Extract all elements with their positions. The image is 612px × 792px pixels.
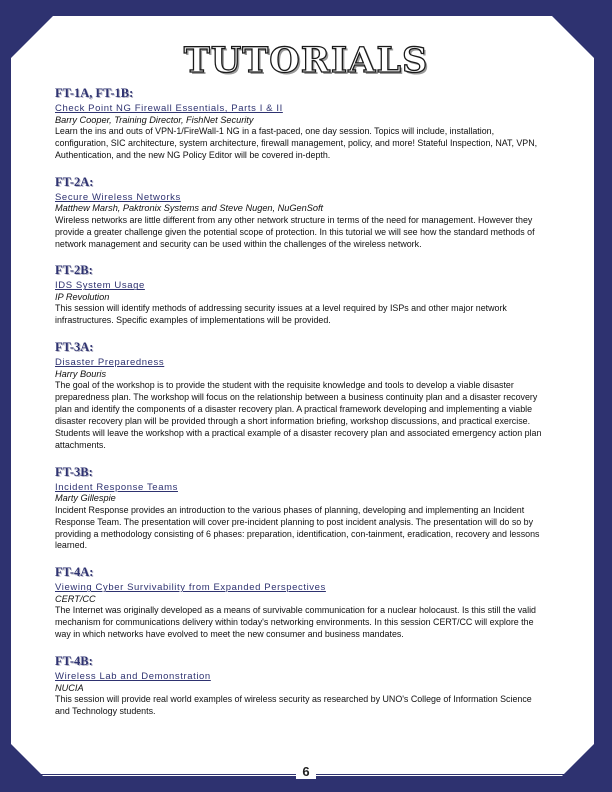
session-description: This session will identify methods of addressing security issues at a level required by ISPs and other major network infrastructures. Specific examples of implementations will be provided. (55, 303, 507, 326)
page-number-label: 6 (296, 764, 315, 779)
session-description: The goal of the workshop is to provide the student with the requisite knowledge and tools to develop a viable disaster preparedness plan. The workshop will focus on the relationship between a business continuity plan and a disaster recovery plan and identify the components of a disaster recovery plan. A practical framework developing and implementing a viable disaster recovery plan will be provided through a short information briefing, workshop discussions, and practical exercise. Students will leave the workshop with a practical example of a disaster recovery plan and associated emergency action plan attachments. (55, 380, 542, 450)
session-code: FT-3B: (55, 464, 93, 479)
session-presenter: Marty Gillespie (55, 493, 116, 504)
session-description: Learn the ins and outs of VPN-1/FireWall-1 NG in a fast-paced, one day session. Topics will include, installation, configuration, SIC architecture, system architecture, firewall management, policy, and more! Stateful Inspection, NAT, VPN, Authentication, and the new NG Policy Editor will be covered in-depth. (55, 126, 538, 160)
session-ft-2a (55, 175, 545, 251)
session-code: FT-1A, FT-1B: (55, 86, 134, 100)
session-description: Incident Response provides an introduction to the various phases of planning, developing and implementing an Incident Response Team. The presentation will cover pre-incident planning to post incident analysis. The presentation will do so by providing a methodology consisting of 6 phases: preparation, identification, con-tainment, eradication, recovery and lessons learned. (55, 504, 540, 551)
page-title: TUTORIALS (183, 40, 429, 81)
session-ft-4b (55, 654, 545, 718)
session-ft-1a-1b (55, 86, 545, 162)
session-title: Check Point NG Firewall Essentials, Parts I & II (55, 103, 283, 114)
session-title: Incident Response Teams (55, 481, 178, 493)
session-presenter: IP Revolution (55, 291, 110, 302)
session-presenter: CERT/CC (55, 593, 96, 604)
session-code: FT-3A: (55, 340, 94, 355)
session-presenter: Harry Bouris (55, 368, 107, 379)
session-ft-3a (55, 340, 545, 451)
session-description: This session will provide real world examples of wireless security as researched by UNO's College of Information Science and Technology students. (55, 694, 532, 716)
session-presenter: Matthew Marsh, Paktronix Systems and Steve Nugen, NuGenSoft (55, 203, 324, 214)
session-ft-3b (55, 465, 545, 553)
session-code: FT-2A: (55, 174, 94, 189)
session-presenter: NUCIA (55, 682, 84, 693)
session-code: FT-4B: (55, 654, 93, 669)
session-ft-2b (55, 263, 545, 327)
session-title: Wireless Lab and Demonstration (55, 671, 211, 683)
session-title: IDS System Usage (55, 280, 145, 292)
session-description: Wireless networks are little different from any other network structure in terms of the need for management. However they provide a greater challenge given the potential scope of protection. In this tutorial we will see how the standard methods of network management and security can be used within the challenges of the wireless network. (55, 214, 535, 249)
session-title: Disaster Preparedness (55, 357, 165, 369)
session-presenter: Barry Cooper, Training Director, FishNet Security (55, 114, 254, 125)
session-ft-4a (55, 565, 545, 641)
session-description: The Internet was originally developed as a means of survivable communication for a nuclear holocaust. Is this still the valid mechanism for communications delivery within today's networking environments. In this session CERT/CC will explore the way in which networks have evolved to meet the new consumer and business mandates. (55, 605, 536, 640)
page-number (0, 764, 612, 779)
session-code: FT-2B: (55, 263, 93, 278)
session-title: Viewing Cyber Survivability from Expanded Perspectives (55, 582, 326, 594)
session-code: FT-4A: (55, 565, 94, 580)
session-title: Secure Wireless Networks (55, 191, 181, 203)
sessions-list (55, 86, 545, 731)
